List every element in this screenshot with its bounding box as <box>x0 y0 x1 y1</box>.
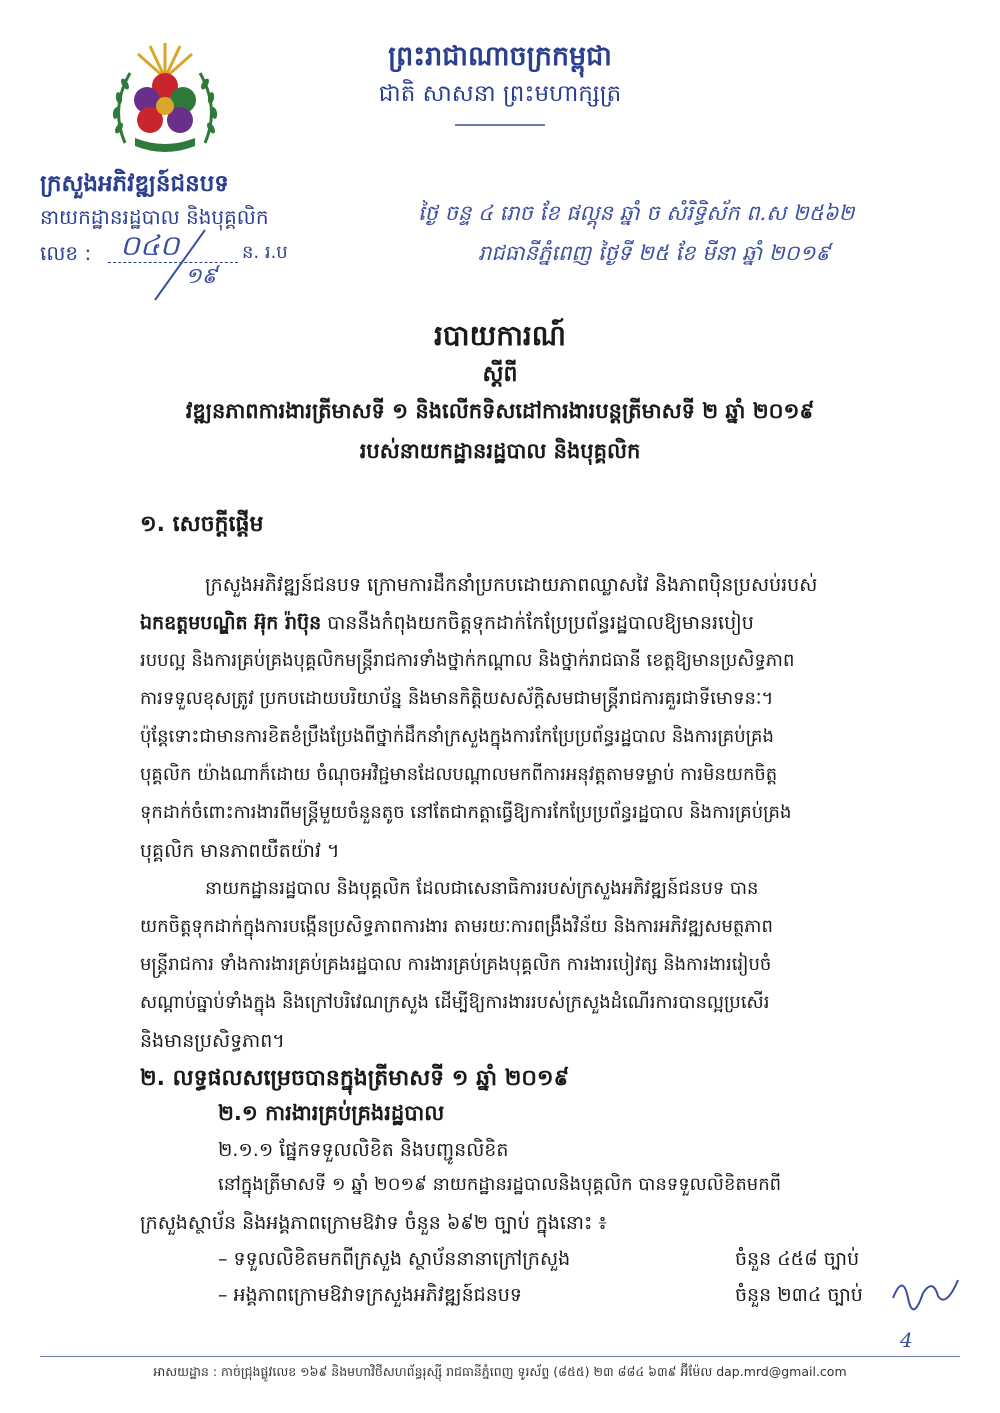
report-title: របាយការណ៍ <box>434 319 566 352</box>
footer-divider <box>40 1356 960 1357</box>
reference-suffix: ន. រ.ប <box>242 242 288 263</box>
intro-line: ទុកដាក់ចំពោះការងារពីមន្ត្រីមួយចំនួនតូច នៅតែជាកត្តាធ្វើឱ្យការកែប្រែប្រព័ន្ធរដ្ឋបាល និងការគ្រប់គ្រង <box>140 802 792 823</box>
intro-line: យកចិត្តទុកដាក់ក្នុងការបង្កើនប្រសិទ្ធភាពការងារ តាមរយៈការពង្រឹងវិន័យ និងការអភិវឌ្ឍសមត្ថភាព <box>140 916 773 937</box>
intro-line: និងមានប្រសិទ្ធភាព។ <box>140 1030 285 1052</box>
letters-item-label: – អង្គភាពក្រោមឱវាទក្រសួងអភិវឌ្ឍន៍ជនបទ <box>218 1284 522 1306</box>
subsection-2-1: ២.១ ការងារគ្រប់គ្រងរដ្ឋបាល <box>218 1101 445 1125</box>
intro-line-rest: បាននឹងកំពុងយកចិត្តទុកដាក់កែប្រែប្រព័ន្ធរដ្ឋបាលឱ្យមានរបៀប <box>321 612 754 634</box>
intro-line: បុគ្គលិក មានភាពយឺតយ៉ាវ ។ <box>140 840 340 862</box>
reference-label: លេខ : <box>40 241 92 265</box>
lunar-date: ថ្ងៃ ចន្ទ ៤ រោច ខែ ផល្គុន ឆ្នាំ ច សំរិទ្ធិស័ក ព.ស ២៥៦២ <box>418 201 855 225</box>
ministry-logo <box>105 38 225 163</box>
reference-year: ១៩ <box>185 264 218 289</box>
ministry-name: ក្រសួងអភិវឌ្ឍន៍ជនបទ <box>40 171 229 197</box>
letters-paragraph-line: ក្រសួងស្ថាប័ន និងអង្គភាពក្រោមឱវាទ ចំនួន ៦៩២ ច្បាប់ ក្នុងនោះ ៖ <box>140 1212 607 1234</box>
page-mark: 4 <box>900 1328 913 1352</box>
solar-date: រាជធានីភ្នំពេញ ថ្ងៃទី ២៥ ខែ មីនា ឆ្នាំ ២០១៩ <box>478 241 831 265</box>
report-about: ស្តីពី <box>482 362 518 387</box>
section1-heading: ១. សេចក្តីផ្តើម <box>140 512 264 537</box>
subsection-2-1-1: ២.១.១ ផ្នែកទទួលលិខិត និងបញ្ជូនលិខិត <box>218 1139 509 1161</box>
intro-line: បុគ្គលិក យ៉ាងណាក៏ដោយ ចំណុចអវិជ្ជមានដែលបណ្តាលមកពីការអនុវត្តតាមទម្លាប់ ការមិនយកចិត្ត <box>140 764 778 785</box>
intro-line: ក្រសួងអភិវឌ្ឍន៍ជនបទ ក្រោមការដឹកនាំប្រកបដោយភាពឈ្លាសវៃ និងភាពប៉ិនប្រសប់របស់ <box>205 574 818 596</box>
intro-line: របបល្អ និងការគ្រប់គ្រងបុគ្គលិកមន្ត្រីរាជការទាំងថ្នាក់កណ្តាល និងថ្នាក់រាជធានី ខេត្តឱ្យមានប្រសិទ្ធភាព <box>140 650 795 671</box>
intro-line: សណ្តាប់ធ្នាប់ទាំងក្នុង និងក្រៅបរិវេណក្រសួង ដើម្បីឱ្យការងាររបស់ក្រសួងដំណើរការបានល្អប្រសើរ <box>140 992 770 1013</box>
intro-line: នាយកដ្ឋានរដ្ឋបាល និងបុគ្គលិក ដែលជាសេនាធិការរបស់ក្រសួងអភិវឌ្ឍន៍ជនបទ បាន <box>205 878 759 899</box>
reference-number: ០៤០ <box>120 229 180 262</box>
section2-heading: ២. លទ្ធផលសម្រេចបានក្នុងត្រីមាសទី ១ ឆ្នាំ ២០១៩ <box>140 1066 570 1091</box>
intro-line: មន្ត្រីរាជការ ទាំងការងារគ្រប់គ្រងរដ្ឋបាល ការងារគ្រប់គ្រងបុគ្គលិក ការងារបៀវត្ស និងការងាររៀបចំ <box>140 954 772 975</box>
motto-divider <box>455 124 545 126</box>
report-subject-line2: របស់នាយកដ្ឋានរដ្ឋបាល និងបុគ្គលិក <box>359 439 641 463</box>
kingdom-title: ព្រះរាជាណាចក្រកម្ពុជា <box>388 41 612 72</box>
minister-name: ឯកឧត្តមបណ្ឌិត អ៊ុក រ៉ាប៊ុន <box>140 612 322 634</box>
department-name: នាយកដ្ឋានរដ្ឋបាល និងបុគ្គលិក <box>40 205 269 229</box>
national-motto: ជាតិ សាសនា ព្រះមហាក្សត្រ <box>378 81 622 107</box>
letters-item-label: – ទទួលលិខិតមកពីក្រសួង ស្ថាប័ននានាក្រៅក្រសួង <box>218 1248 571 1270</box>
letters-item-count: ចំនួន ៤៥៨ ច្បាប់ <box>735 1248 860 1270</box>
footer-address: អាសយដ្ឋាន : កាច់ជ្រុងផ្លូវលេខ ១៦៩ និងមហាវិថីសហព័ន្ធរុស្ស៊ី រាជធានីភ្នំពេញ ទូរស័ព្ទ (៨៥៥) ២៣ ៨៨៤ ៦៣៩ អ៊ីម៉ែល dap.mrd@gmail.com <box>153 1364 847 1379</box>
intro-line <box>140 604 920 642</box>
report-subject-line1: វឌ្ឍនភាពការងារត្រីមាសទី ១ និងលើកទិសដៅការងារបន្តត្រីមាសទី ២ ឆ្នាំ ២០១៩ <box>185 399 815 423</box>
intro-line: ការទទួលខុសត្រូវ ប្រកបដោយបរិយាប័ន្ន និងមានកិត្តិយសស័ក្តិសមជាមន្ត្រីរាជការគួរជាទីមោទនៈ។ <box>140 688 774 709</box>
letters-paragraph-line: នៅក្នុងត្រីមាសទី ១ ឆ្នាំ ២០១៩ នាយកដ្ឋានរដ្ឋបាលនិងបុគ្គលិក បានទទួលលិខិតមកពី <box>218 1174 782 1195</box>
handwritten-initials <box>888 1268 968 1313</box>
intro-line: ប៉ុន្តែទោះជាមានការខិតខំប្រឹងប្រែងពីថ្នាក់ដឹកនាំក្រសួងក្នុងការកែប្រែប្រព័ន្ធរដ្ឋបាល និងការគ្រប់គ្រង <box>140 726 774 747</box>
letters-item-count: ចំនួន ២៣៤ ច្បាប់ <box>735 1284 863 1306</box>
